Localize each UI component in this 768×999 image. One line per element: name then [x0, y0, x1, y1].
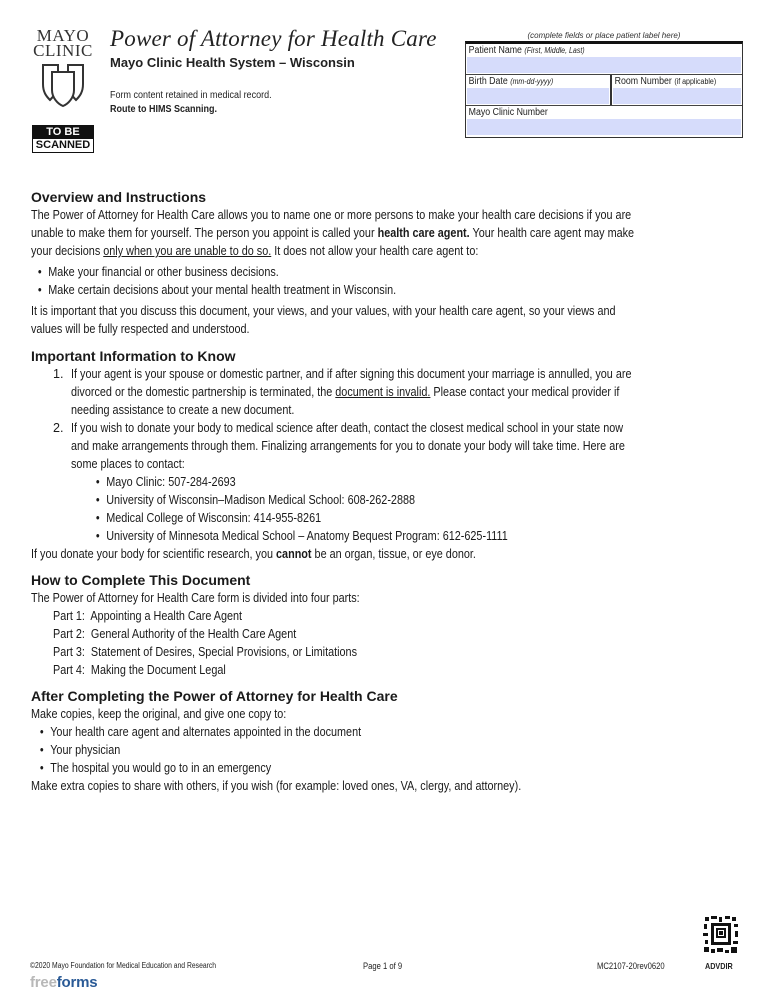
patient-name-row [466, 44, 742, 75]
shield-logo-icon [28, 62, 98, 113]
contact-item: • University of Minnesota Medical School – Anatomy Bequest Program: 612-625-1111 [89, 527, 651, 545]
donor-text: If you donate your body for scientific research, you [31, 547, 277, 561]
overview-text-line: It is important that you discuss this document, your views, and your values, with your health care agent, so your views and [31, 304, 616, 318]
part-item: Part 1: Appointing a Health Care Agent [53, 609, 243, 623]
part-item: Part 2: General Authority of the Health Care Agent [53, 627, 297, 641]
overview-text-line: values will be fully respected and understood. [31, 322, 250, 336]
health-care-agent-term: health care agent. [377, 226, 470, 240]
copyright-notice: ©2020 Mayo Foundation for Medical Education and Research [30, 961, 217, 970]
room-number-label [612, 75, 726, 88]
barcode-label: ADVDIR [705, 961, 733, 971]
important-item-2 [31, 419, 743, 545]
patient-name-input[interactable] [467, 57, 741, 73]
contact-item: • University of Wisconsin–Madison Medical School: 608-262-2888 [89, 491, 651, 509]
patient-name-label [466, 44, 709, 57]
list-item: • Make your financial or other business decisions. [31, 263, 643, 281]
important-heading: Important Information to Know [31, 348, 236, 364]
page-number: Page 1 of 9 [363, 961, 403, 971]
clinic-number-label: Mayo Clinic Number [468, 107, 548, 118]
item-text-line: If you wish to donate your body to medical science after death, contact the closest medical school in your state now [71, 421, 624, 435]
clinic-number-cell [466, 106, 742, 136]
overview-text-line [31, 224, 643, 242]
route-note: Route to HIMS Scanning. [110, 104, 218, 115]
after-heading: After Completing the Power of Attorney for Health Care [31, 688, 398, 704]
how-to-intro: The Power of Attorney for Health Care form is divided into four parts: [31, 591, 360, 605]
item-text: divorced or the domestic partnership is terminated, the [71, 385, 336, 399]
contact-item: • Mayo Clinic: 507-284-2693 [89, 473, 651, 491]
birth-date-label-text: Birth Date [468, 76, 508, 87]
room-number-input[interactable] [613, 88, 741, 104]
scan-badge-top: TO BE [33, 126, 93, 139]
overview-text-line [31, 242, 643, 260]
list-item: • The hospital you would go to in an emergency [33, 759, 644, 777]
room-number-hint: (if applicable) [674, 77, 717, 86]
overview-text: It does not allow your health care agent to: [271, 244, 479, 258]
room-number-cell [612, 75, 742, 105]
cannot-emphasis: cannot [276, 547, 312, 561]
list-item: • Your health care agent and alternates appointed in the document [33, 723, 644, 741]
overview-heading: Overview and Instructions [31, 189, 207, 205]
item-number: 1. [53, 367, 64, 381]
barcode-icon [703, 915, 739, 955]
page-subtitle: Mayo Clinic Health System – Wisconsin [110, 55, 355, 70]
after-intro: Make copies, keep the original, and give one copy to: [31, 707, 287, 721]
birth-room-row [466, 75, 742, 106]
how-to-section [31, 571, 743, 679]
room-number-label-text: Room Number [614, 76, 672, 87]
after-section [31, 687, 743, 795]
logo-word-mayo: MAYO [36, 26, 90, 45]
clinic-number-row [466, 106, 742, 136]
birth-date-cell [466, 75, 612, 105]
overview-paragraph-2 [31, 302, 743, 338]
patient-name-hint: (First, Middle, Last) [524, 46, 585, 55]
document-body [31, 188, 743, 795]
patient-name-cell [466, 44, 742, 74]
contact-list [71, 473, 743, 545]
part-item: Part 4: Making the Document Legal [53, 663, 226, 677]
overview-text: Your health care agent may make [469, 226, 635, 240]
brand-forms: forms [56, 974, 98, 991]
overview-section [31, 188, 743, 338]
part-item: Part 3: Statement of Desires, Special Provisions, or Limitations [53, 645, 357, 659]
birth-date-label [466, 75, 593, 88]
item-text-line: some places to contact: [71, 457, 185, 471]
form-code: MC2107-20rev0620 [597, 961, 665, 971]
retained-note: Form content retained in medical record. [110, 90, 272, 101]
after-closing: Make extra copies to share with others, if you wish (for example: loved ones, VA, clergy, and attorney). [31, 779, 522, 793]
birth-date-input[interactable] [467, 88, 609, 104]
patient-label-note: (complete fields or place patient label here) [527, 31, 681, 40]
donor-text: be an organ, tissue, or eye donor. [311, 547, 476, 561]
parts-list [31, 607, 743, 679]
logo-word-clinic: CLINIC [33, 41, 93, 60]
mayo-clinic-logo [28, 28, 98, 113]
how-to-heading: How to Complete This Document [31, 572, 251, 588]
important-section [31, 347, 743, 563]
overview-bullet-list [31, 263, 743, 299]
item-number: 2. [53, 421, 64, 435]
item-text: Please contact your medical provider if [430, 385, 620, 399]
list-item: • Make certain decisions about your mental health treatment in Wisconsin. [31, 281, 643, 299]
brand-free: free [30, 974, 57, 991]
item-text-line [71, 383, 649, 401]
scan-badge-bottom: SCANNED [33, 139, 93, 152]
contact-item: • Medical College of Wisconsin: 414-955-8261 [89, 509, 651, 527]
after-bullet-list [31, 723, 743, 777]
donor-note [31, 545, 643, 563]
item-text-line: and make arrangements through them. Finalizing arrangements for you to donate your body will take time. Here are [71, 439, 625, 453]
list-item: • Your physician [33, 741, 644, 759]
underlined-text: only when you are unable to do so. [103, 244, 272, 258]
birth-date-hint: (mm-dd-yyyy) [510, 77, 554, 86]
page-title: Power of Attorney for Health Care [110, 26, 437, 51]
item-text-line: If your agent is your spouse or domestic partner, and if after signing this document your marriage is annulled, you are [71, 367, 632, 381]
freeforms-logo [30, 974, 97, 991]
clinic-number-input[interactable] [467, 119, 741, 135]
overview-text-line: The Power of Attorney for Health Care allows you to name one or more persons to make your health care decisions if you are [31, 208, 632, 222]
underlined-text: document is invalid. [335, 385, 431, 399]
item-text-line: needing assistance to create a new document. [71, 403, 295, 417]
to-be-scanned-badge [32, 125, 94, 153]
patient-name-label-text: Patient Name [468, 45, 522, 56]
overview-text: unable to make them for yourself. The person you appoint is called your [31, 226, 378, 240]
patient-info-box [465, 41, 743, 138]
overview-text: your decisions [31, 244, 104, 258]
important-item-1 [31, 365, 743, 419]
